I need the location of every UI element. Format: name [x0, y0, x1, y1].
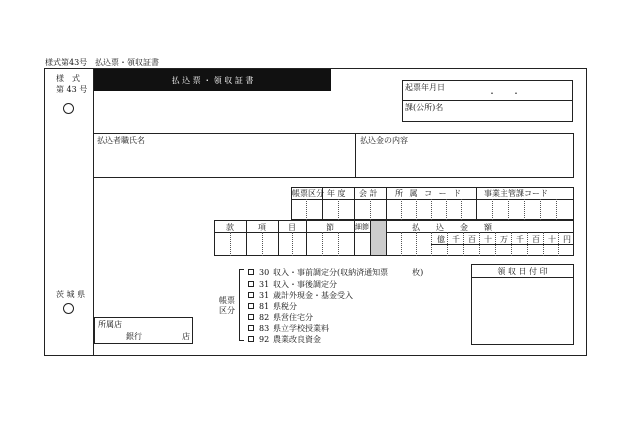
amount-header: 払 込 金 額 — [412, 223, 492, 232]
option-text: 収入・事前調定分(収納済通知票 枚) — [273, 268, 424, 277]
checkbox[interactable] — [248, 269, 254, 275]
account-col-line — [306, 220, 307, 256]
option-code: 82 — [259, 313, 270, 322]
amount-header-line — [386, 232, 574, 233]
code-digit-line — [431, 199, 432, 220]
code-digit-line — [446, 199, 447, 220]
account-header-kou: 項 — [258, 223, 266, 232]
option-text: 収入・事後調定分 — [273, 280, 337, 289]
code-digit-line — [306, 199, 307, 220]
account-digit-line — [292, 232, 293, 256]
option-text: 農業改良資金 — [273, 335, 321, 344]
stamp-circle-bottom — [63, 303, 74, 314]
banner-title: 払 込 票 ・ 領 収 証 書 — [171, 76, 254, 85]
account-digit-line — [262, 232, 263, 256]
option-text: 県税分 — [273, 302, 297, 311]
prefecture-label: 茨 城 県 — [56, 290, 86, 299]
code-digit-line — [524, 199, 525, 220]
option-code: 92 — [259, 335, 270, 344]
option-code: 31 — [259, 291, 270, 300]
code-digit-line — [416, 199, 417, 220]
ledger-group-label: 帳票 — [219, 296, 235, 305]
form-title: 払込票・領収証書 — [95, 58, 159, 67]
code-digit-line — [508, 199, 509, 220]
issue-info-divider — [402, 100, 573, 101]
option-text: 歳計外現金・基金受入 — [273, 291, 353, 300]
account-header-moku: 目 — [288, 223, 296, 232]
ledger-bracket — [239, 269, 244, 341]
payer-right-edge — [573, 133, 574, 177]
code-digit-line — [492, 199, 493, 220]
checkbox[interactable] — [248, 303, 254, 309]
code-col-line — [354, 187, 355, 220]
code-digit-line — [370, 199, 371, 220]
amount-digit-line — [479, 232, 480, 256]
code-digit-line — [556, 199, 557, 220]
payment-content-label: 払込金の内容 — [360, 136, 408, 145]
unit-sen: 千 — [516, 235, 524, 244]
amount-digit-line — [543, 232, 544, 256]
style-number: 第 43 号 — [56, 85, 88, 94]
code-digit-line — [461, 199, 462, 220]
unit-man: 万 — [500, 235, 508, 244]
amount-digit-line — [416, 232, 417, 256]
checkbox[interactable] — [248, 325, 254, 331]
unit-oku: 億 — [437, 235, 445, 244]
account-col-line — [278, 220, 279, 256]
code-header-line — [291, 199, 574, 200]
shaded-cell — [371, 221, 386, 255]
option-text: 県立学校授業料 — [273, 324, 329, 333]
payer-divider — [355, 133, 356, 177]
checkbox[interactable] — [248, 281, 254, 287]
account-col-line — [246, 220, 247, 256]
account-header-saisetsu: 細節 — [355, 223, 369, 231]
store-label: 店 — [182, 332, 190, 341]
code-header-account: 会 計 — [359, 189, 378, 198]
left-column-divider — [93, 68, 94, 356]
code-header-dept: 所 属 コ ー ド — [395, 189, 464, 198]
amount-unit-line — [431, 244, 574, 245]
ledger-group-label: 区分 — [219, 306, 235, 315]
code-header-year: 年 度 — [327, 189, 346, 198]
amount-digit-line — [447, 232, 448, 256]
form-number: 様式第43号 — [45, 58, 88, 67]
payer-name-label: 払込者職氏名 — [97, 136, 145, 145]
payer-row-bottom — [93, 177, 574, 178]
section-name-label: 課(公所)名 — [405, 103, 444, 112]
receipt-header-line — [471, 277, 574, 278]
option-text: 県営住宅分 — [273, 313, 313, 322]
account-digit-line — [230, 232, 231, 256]
code-digit-line — [338, 199, 339, 220]
code-digit-line — [401, 199, 402, 220]
unit-juu: 十 — [484, 235, 492, 244]
issue-date-label: 起票年月日 — [405, 83, 445, 92]
account-digit-line — [338, 232, 339, 256]
unit-juu: 十 — [548, 235, 556, 244]
unit-yen: 円 — [563, 235, 571, 244]
amount-digit-line — [431, 232, 432, 256]
amount-digit-line — [495, 232, 496, 256]
unit-sen: 千 — [452, 235, 460, 244]
amount-digit-line — [401, 232, 402, 256]
code-header-ledger: 帳票区分 — [292, 189, 324, 198]
account-digit-line — [322, 232, 323, 256]
code-header-division: 事業主管課コード — [484, 189, 548, 198]
receipt-date-label: 領 収 日 付 印 — [497, 267, 548, 276]
date-separator: ・ — [512, 89, 520, 98]
code-col-line — [476, 187, 477, 220]
account-header-setsu: 節 — [326, 223, 334, 232]
payer-row-top — [93, 133, 574, 134]
option-code: 30 — [259, 268, 270, 277]
unit-hyaku: 百 — [532, 235, 540, 244]
unit-hyaku: 百 — [468, 235, 476, 244]
stamp-circle-top — [63, 103, 74, 114]
amount-left-edge — [386, 220, 387, 256]
checkbox[interactable] — [248, 292, 254, 298]
bank-label: 銀行 — [126, 332, 142, 341]
checkbox[interactable] — [248, 336, 254, 342]
amount-digit-line — [558, 232, 559, 256]
option-code: 81 — [259, 302, 270, 311]
code-digit-line — [540, 199, 541, 220]
checkbox[interactable] — [248, 314, 254, 320]
date-separator: ・ — [488, 89, 496, 98]
style-label: 様 式 — [56, 74, 80, 83]
option-code: 83 — [259, 324, 270, 333]
amount-digit-line — [463, 232, 464, 256]
code-col-line — [386, 187, 387, 220]
amount-digit-line — [511, 232, 512, 256]
account-header-kan: 款 — [226, 223, 234, 232]
option-code: 31 — [259, 280, 270, 289]
title-banner — [94, 69, 331, 91]
branch-label: 所属店 — [98, 320, 122, 329]
amount-digit-line — [527, 232, 528, 256]
